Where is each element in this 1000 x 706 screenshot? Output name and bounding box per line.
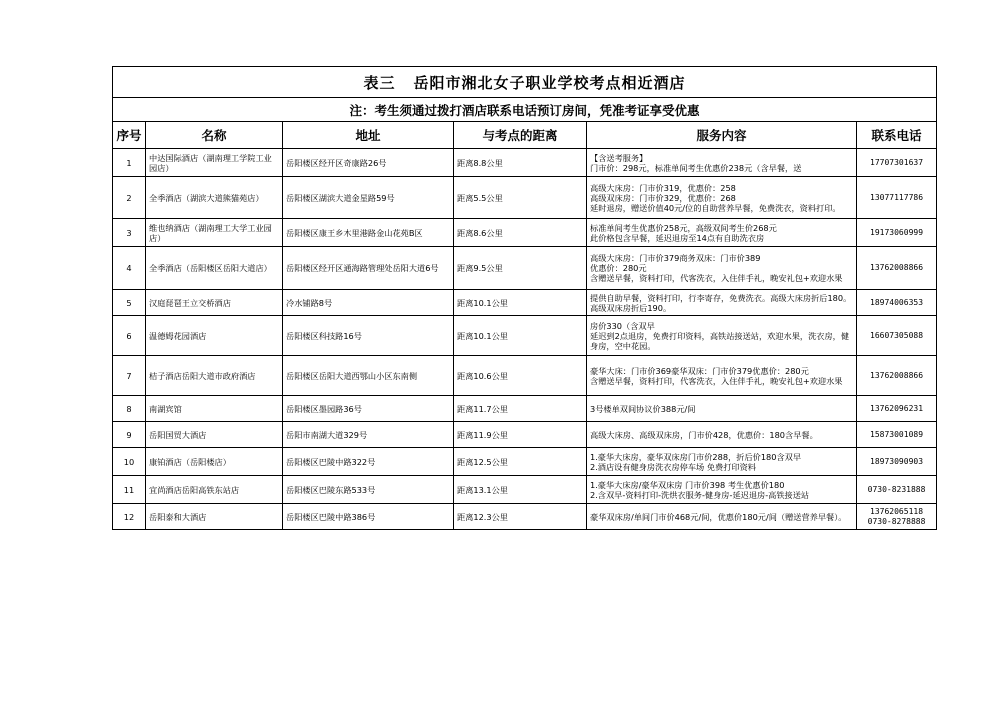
cell-index: 12 — [113, 504, 146, 530]
table-row — [113, 396, 937, 422]
note-row — [113, 98, 937, 122]
header-name: 名称 — [146, 122, 283, 149]
cell-index: 6 — [113, 316, 146, 356]
cell-address: 岳阳楼区湖滨大道金星路59号 — [283, 177, 454, 219]
cell-service: 【含送考服务】 门市价：298元，标准单间考生优惠价238元（含早餐，送 — [587, 149, 857, 177]
cell-distance: 距离8.8公里 — [454, 149, 587, 177]
cell-phone: 13077117786 — [857, 177, 937, 219]
cell-index: 4 — [113, 247, 146, 290]
table-row — [113, 219, 937, 247]
cell-address: 冷水铺路8号 — [283, 290, 454, 316]
cell-service: 高级大床房：门市价319，优惠价：258 高级双床房：门市价329，优惠价：268 延时退房，赠送价值40元/位的自助营养早餐，免费洗衣，资料打印。 — [587, 177, 857, 219]
table-row — [113, 476, 937, 504]
cell-distance: 距离10.1公里 — [454, 290, 587, 316]
table-row — [113, 422, 937, 448]
cell-address: 岳阳楼区巴陵东路533号 — [283, 476, 454, 504]
cell-name: 中达国际酒店（湖南理工学院工业园店） — [146, 149, 283, 177]
cell-name: 桔子酒店岳阳大道市政府酒店 — [146, 356, 283, 396]
cell-name: 岳阳泰和大酒店 — [146, 504, 283, 530]
cell-address: 岳阳楼区巴陵中路386号 — [283, 504, 454, 530]
cell-name: 康铂酒店（岳阳楼店） — [146, 448, 283, 476]
cell-service: 豪华大床：门市价369豪华双床：门市价379优惠价：280元 含赠送早餐，资料打印，代客洗衣，入住伴手礼，晚安礼包+欢迎水果 — [587, 356, 857, 396]
cell-index: 3 — [113, 219, 146, 247]
cell-index: 9 — [113, 422, 146, 448]
table-row — [113, 356, 937, 396]
hotel-rows — [113, 149, 937, 530]
cell-address: 岳阳楼区经开区奇康路26号 — [283, 149, 454, 177]
cell-service: 1.豪华大床房/豪华双床房 门市价398 考生优惠价180 2.含双早-资料打印-洗烘衣服务-健身房-延迟退房-高铁接送站 — [587, 476, 857, 504]
cell-service: 标准单间考生优惠价258元，高级双间考生价268元 此价格包含早餐，延迟退房至14点有自助洗衣房 — [587, 219, 857, 247]
cell-distance: 距离10.6公里 — [454, 356, 587, 396]
cell-phone: 17707301637 — [857, 149, 937, 177]
cell-distance: 距离11.9公里 — [454, 422, 587, 448]
hotel-table-sheet — [112, 66, 936, 530]
cell-phone: 19173060999 — [857, 219, 937, 247]
cell-phone: 13762008866 — [857, 356, 937, 396]
table-row — [113, 149, 937, 177]
table-row — [113, 316, 937, 356]
cell-index: 7 — [113, 356, 146, 396]
cell-service: 3号楼单双间协议价388元/间 — [587, 396, 857, 422]
header-distance: 与考点的距离 — [454, 122, 587, 149]
title-row — [113, 67, 937, 98]
cell-service: 1.豪华大床房，豪华双床房门市价288，折后价180含双早 2.酒店设有健身房洗衣房停车场 免费打印资料 — [587, 448, 857, 476]
cell-service: 房价330（含双早 延迟到2点退房，免费打印资料，高铁站接送站，欢迎水果，洗衣房，健身房，空中花园。 — [587, 316, 857, 356]
cell-name: 汉庭琵琶王立交桥酒店 — [146, 290, 283, 316]
cell-service: 豪华双床房/单间门市价468元/间，优惠价180元/间（赠送营养早餐）。 — [587, 504, 857, 530]
cell-service: 提供自助早餐，资料打印，行李寄存，免费洗衣。高级大床房折后180。高级双床房折后190。 — [587, 290, 857, 316]
cell-address: 岳阳楼区经开区通海路管理处岳阳大道6号 — [283, 247, 454, 290]
cell-service: 高级大床房：门市价379商务双床：门市价389 优惠价：280元 含赠送早餐，资料打印，代客洗衣，入住伴手礼，晚安礼包+欢迎水果 — [587, 247, 857, 290]
cell-distance: 距离11.7公里 — [454, 396, 587, 422]
cell-distance: 距离13.1公里 — [454, 476, 587, 504]
cell-distance: 距离5.5公里 — [454, 177, 587, 219]
cell-index: 5 — [113, 290, 146, 316]
cell-name: 全季酒店（岳阳楼区岳阳大道店） — [146, 247, 283, 290]
cell-service: 高级大床房、高级双床房，门市价428，优惠价：180含早餐。 — [587, 422, 857, 448]
cell-index: 1 — [113, 149, 146, 177]
cell-index: 11 — [113, 476, 146, 504]
cell-phone: 0730-8231888 — [857, 476, 937, 504]
cell-address: 岳阳楼区科技路16号 — [283, 316, 454, 356]
cell-name: 岳阳国贸大酒店 — [146, 422, 283, 448]
header-service: 服务内容 — [587, 122, 857, 149]
header-phone: 联系电话 — [857, 122, 937, 149]
cell-address: 岳阳楼区岳阳大道西鄂山小区东南侧 — [283, 356, 454, 396]
cell-distance: 距离12.3公里 — [454, 504, 587, 530]
cell-address: 岳阳楼区康王乡木里港路金山花苑B区 — [283, 219, 454, 247]
header-row — [113, 122, 937, 149]
cell-name: 维也纳酒店（湖南理工大学工业园店） — [146, 219, 283, 247]
cell-phone: 13762096231 — [857, 396, 937, 422]
table-row — [113, 504, 937, 530]
cell-phone: 15873001089 — [857, 422, 937, 448]
cell-distance: 距离8.6公里 — [454, 219, 587, 247]
cell-address: 岳阳楼区墨园路36号 — [283, 396, 454, 422]
table-row — [113, 448, 937, 476]
table-row — [113, 247, 937, 290]
cell-distance: 距离10.1公里 — [454, 316, 587, 356]
cell-distance: 距离12.5公里 — [454, 448, 587, 476]
cell-name: 南湖宾馆 — [146, 396, 283, 422]
booking-note: 注：考生须通过拨打酒店联系电话预订房间，凭准考证享受优惠 — [113, 98, 937, 122]
cell-phone: 13762065118 0730-8278888 — [857, 504, 937, 530]
cell-index: 8 — [113, 396, 146, 422]
cell-name: 全季酒店（湖滨大道熊猫苑店） — [146, 177, 283, 219]
table-title — [113, 67, 937, 98]
cell-name: 温德姆花园酒店 — [146, 316, 283, 356]
header-index: 序号 — [113, 122, 146, 149]
cell-index: 2 — [113, 177, 146, 219]
title-text: 岳阳市湘北女子职业学校考点相近酒店 — [413, 73, 686, 92]
cell-phone: 18973090903 — [857, 448, 937, 476]
cell-phone: 18974006353 — [857, 290, 937, 316]
cell-index: 10 — [113, 448, 146, 476]
table-row — [113, 177, 937, 219]
cell-phone: 16607305088 — [857, 316, 937, 356]
header-address: 地址 — [283, 122, 454, 149]
table-label: 表三 — [363, 73, 396, 92]
hotel-table — [112, 66, 937, 530]
cell-name: 宜尚酒店岳阳高铁东站店 — [146, 476, 283, 504]
cell-address: 岳阳市南湖大道329号 — [283, 422, 454, 448]
table-row — [113, 290, 937, 316]
cell-distance: 距离9.5公里 — [454, 247, 587, 290]
cell-phone: 13762008866 — [857, 247, 937, 290]
cell-address: 岳阳楼区巴陵中路322号 — [283, 448, 454, 476]
